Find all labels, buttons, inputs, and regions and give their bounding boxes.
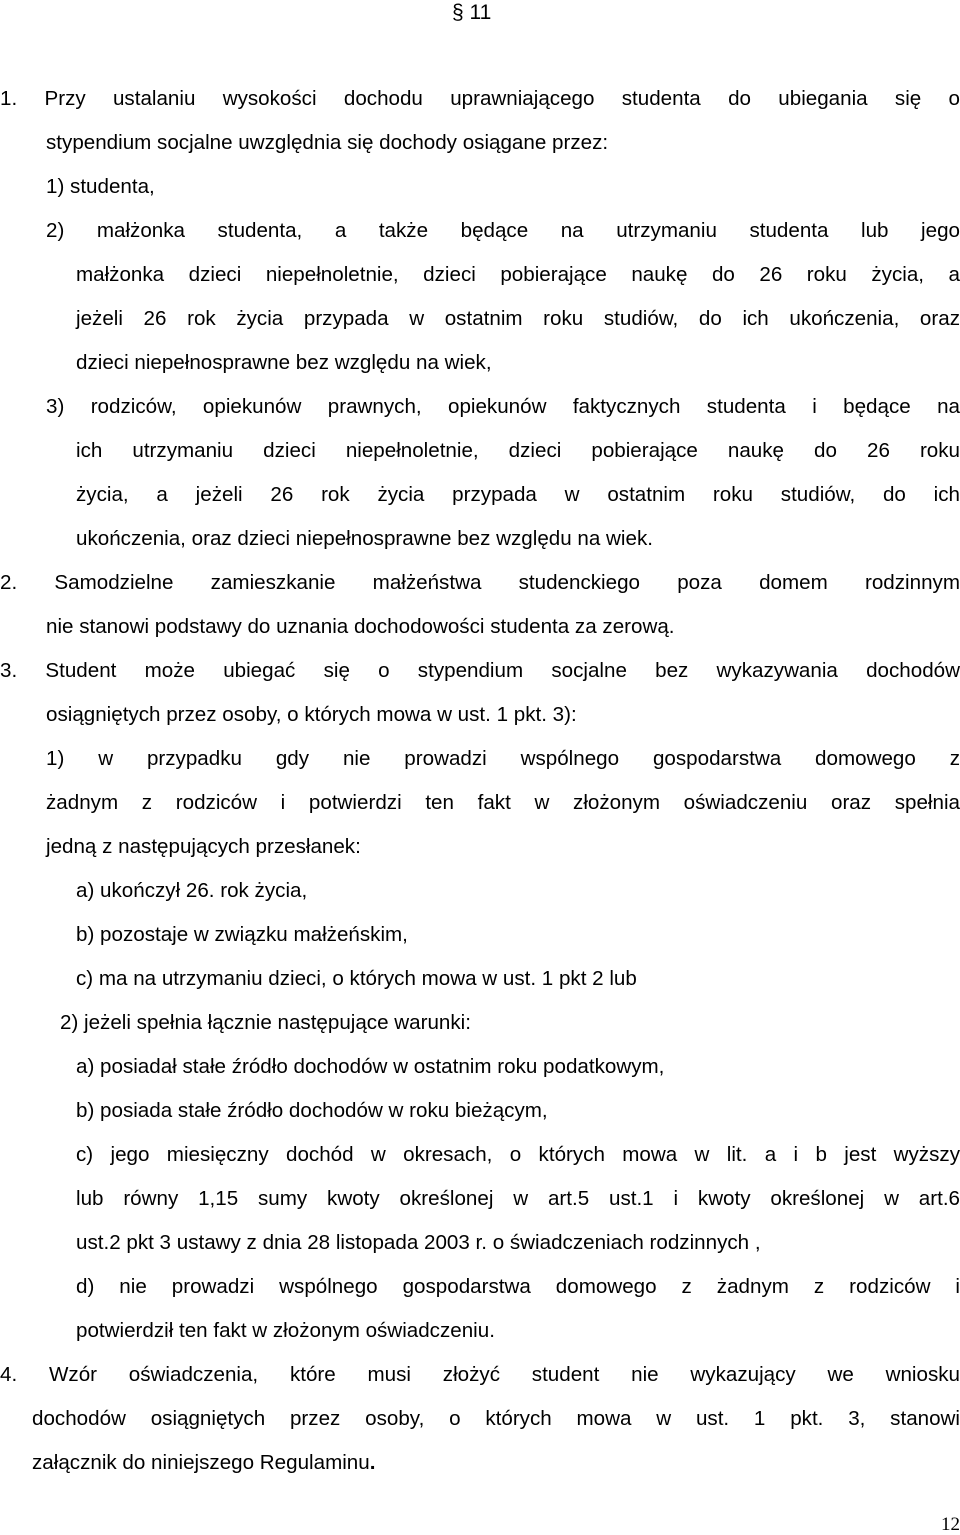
text-line: 1. Przy ustalaniu wysokości dochodu uprawniającego studenta do ubiegania się o <box>0 87 960 110</box>
text-line: c) jego miesięczny dochód w okresach, o których mowa w lit. a i b jest wyższy <box>76 1143 960 1166</box>
text-line: a) ukończył 26. rok życia, <box>76 879 308 902</box>
final-period: . <box>369 1451 376 1474</box>
text-line: 2) małżonka studenta, a także będące na utrzymaniu studenta lub jego <box>46 219 960 242</box>
text-line: załącznik do niniejszego Regulaminu. <box>32 1451 376 1474</box>
text-line: 2) jeżeli spełnia łącznie następujące warunki: <box>60 1011 471 1034</box>
text-line: żadnym z rodziców i potwierdzi ten fakt w złożonym oświadczeniu oraz spełnia <box>46 791 960 814</box>
text-line: życia, a jeżeli 26 rok życia przypada w ostatnim roku studiów, do ich <box>76 483 960 506</box>
text-line: b) posiada stałe źródło dochodów w roku bieżącym, <box>76 1099 548 1122</box>
section-heading: § 11 <box>452 1 492 24</box>
text-line: 4. Wzór oświadczenia, które musi złożyć student nie wykazujący we wniosku <box>0 1363 960 1386</box>
text-line: potwierdził ten fakt w złożonym oświadczeniu. <box>76 1319 495 1342</box>
text-line: c) ma na utrzymaniu dzieci, o których mowa w ust. 1 pkt 2 lub <box>76 967 637 990</box>
text-line: 1) w przypadku gdy nie prowadzi wspólnego gospodarstwa domowego z <box>46 747 960 770</box>
page-number: 12 <box>941 1514 960 1535</box>
text-line: b) pozostaje w związku małżeńskim, <box>76 923 408 946</box>
text-line: ukończenia, oraz dzieci niepełnosprawne bez względu na wiek. <box>76 527 653 550</box>
text-line: dochodów osiągniętych przez osoby, o których mowa w ust. 1 pkt. 3, stanowi <box>32 1407 960 1430</box>
text-line: stypendium socjalne uwzględnia się dochody osiągane przez: <box>46 131 609 154</box>
text-line: d) nie prowadzi wspólnego gospodarstwa domowego z żadnym z rodziców i <box>76 1275 960 1298</box>
text-line: nie stanowi podstawy do uznania dochodowości studenta za zerową. <box>46 615 675 638</box>
text-line: 3. Student może ubiegać się o stypendium socjalne bez wykazywania dochodów <box>0 659 960 682</box>
text-line: ust.2 pkt 3 ustawy z dnia 28 listopada 2003 r. o świadczeniach rodzinnych , <box>76 1231 761 1254</box>
text-line: 3) rodziców, opiekunów prawnych, opiekunów faktycznych studenta i będące na <box>46 395 960 418</box>
text-line: małżonka dzieci niepełnoletnie, dzieci pobierające naukę do 26 roku życia, a <box>76 263 960 286</box>
text-line: jeżeli 26 rok życia przypada w ostatnim roku studiów, do ich ukończenia, oraz <box>76 307 960 330</box>
text-line: ich utrzymaniu dzieci niepełnoletnie, dzieci pobierające naukę do 26 roku <box>76 439 960 462</box>
text-line: a) posiadał stałe źródło dochodów w ostatnim roku podatkowym, <box>76 1055 665 1078</box>
text-line: osiągniętych przez osoby, o których mowa w ust. 1 pkt. 3): <box>46 703 577 726</box>
text-line: 2. Samodzielne zamieszkanie małżeństwa studenckiego poza domem rodzinnym <box>0 571 960 594</box>
text-line: lub równy 1,15 sumy kwoty określonej w art.5 ust.1 i kwoty określonej w art.6 <box>76 1187 960 1210</box>
text-line: dzieci niepełnosprawne bez względu na wiek, <box>76 351 492 374</box>
text-line: jedną z następujących przesłanek: <box>46 835 361 858</box>
text-line: 1) studenta, <box>46 175 155 198</box>
